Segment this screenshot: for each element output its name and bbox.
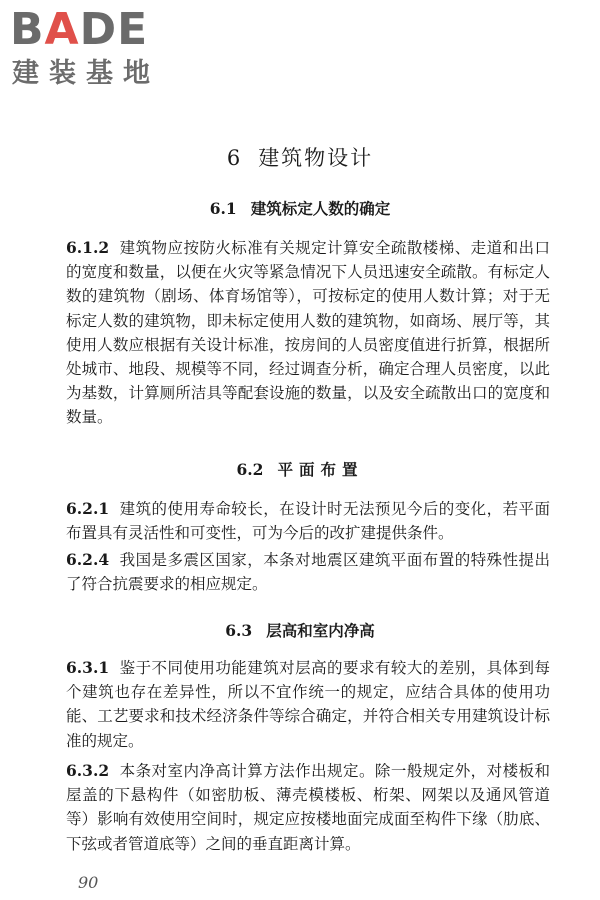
bade-logo	[10, 6, 175, 96]
paragraph-6-2-1	[66, 497, 550, 545]
logo-chinese-wordmark: 建装基地	[12, 58, 160, 89]
section-number: 6.3	[225, 621, 253, 640]
logo-english-wordmark: BADE	[10, 4, 149, 55]
section-title-6-2	[0, 459, 600, 481]
paragraph-number: 6.3.2	[66, 761, 110, 780]
paragraph-6-2-4	[66, 548, 550, 596]
section-number: 6.1	[209, 199, 237, 218]
paragraph-text: 我国是多震区国家，本条对地震区建筑平面布置的特殊性提出了符合抗震要求的相应规定。	[66, 551, 550, 594]
paragraph-text: 建筑物应按防火标准有关规定计算安全疏散楼梯、走道和出口的宽度和数量，以便在火灾等紧急情况下人员迅速安全疏散。有标定人数的建筑物（剧场、体育场馆等），可按标定的使用人数计算；对于无标定人数的建筑物，即未标定使用人数的建筑物，如商场、展厅等，其使用人数应根据有关设计标准，按房间的人员密度值进行折算，根据所处城市、地段、规模等不同，经过调查分析，确定合理人员密度，以此为基数，计算厕所洁具等配套设施的数量，以及安全疏散出口的宽度和数量。	[66, 239, 550, 427]
paragraph-text: 建筑的使用寿命较长，在设计时无法预见今后的变化，若平面布置具有灵活性和可变性，可为今后的改扩建提供条件。	[66, 500, 550, 543]
section-number: 6.2	[236, 460, 264, 479]
chapter-number: 6	[226, 146, 243, 170]
paragraph-number: 6.3.1	[66, 658, 110, 677]
section-title-text: 建筑标定人数的确定	[250, 200, 391, 218]
paragraph-number: 6.2.1	[66, 499, 110, 518]
paragraph-number: 6.1.2	[66, 238, 110, 257]
chapter-title-text: 建筑物设计	[258, 146, 374, 170]
paragraph-text: 本条对室内净高计算方法作出规定。除一般规定外，对楼板和屋盖的下悬构件（如密肋板、薄壳模楼板、桁架、网架以及通风管道等）影响有效使用空间时，规定应按楼地面完成面至构件下缘（肋底、下弦或者管道底等）之间的垂直距离计算。	[66, 762, 550, 853]
section-title-6-3	[0, 620, 600, 642]
paragraph-6-1-2	[66, 236, 550, 430]
paragraph-6-3-1	[66, 656, 550, 753]
section-title-text: 层高和室内净高	[266, 622, 375, 640]
paragraph-number: 6.2.4	[66, 550, 110, 569]
page-number: 90	[78, 873, 99, 892]
paragraph-text: 鉴于不同使用功能建筑对层高的要求有较大的差别，具体到每个建筑也存在差异性，所以不宜作统一的规定，应结合具体的使用功能、工艺要求和技术经济条件等综合确定，并符合相关专用建筑设计标准的规定。	[66, 659, 550, 750]
paragraph-6-3-2	[66, 759, 550, 856]
chapter-title	[0, 144, 600, 172]
section-title-text: 平面布置	[277, 461, 364, 479]
logo-accent-letter: A	[44, 4, 80, 55]
section-title-6-1	[0, 198, 600, 220]
